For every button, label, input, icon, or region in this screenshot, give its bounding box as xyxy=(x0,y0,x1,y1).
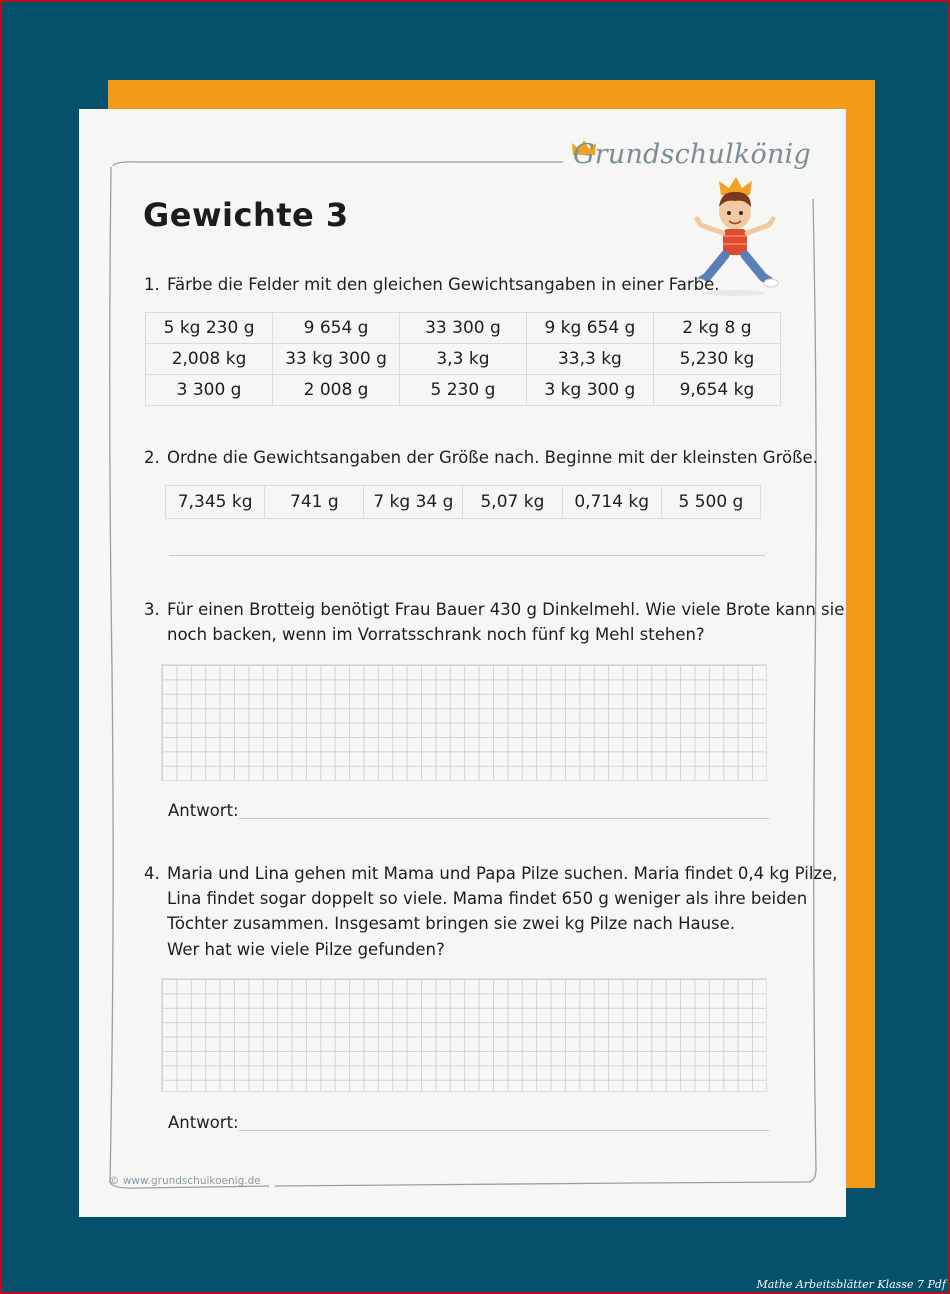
answer-label: Antwort: xyxy=(168,801,239,820)
task-text-line: Maria und Lina gehen mit Mama und Papa Pilze suchen. Maria findet 0,4 kg Pilze, xyxy=(167,864,838,883)
task-number: 2. xyxy=(144,448,160,467)
weight-cell[interactable]: 33 kg 300 g xyxy=(273,344,400,375)
weight-cell: 741 g xyxy=(265,486,364,519)
worksheet-page xyxy=(79,109,846,1217)
image-caption: Mathe Arbeitsblätter Klasse 7 Pdf xyxy=(756,1278,946,1291)
weight-cell[interactable]: 5,230 kg xyxy=(653,344,780,375)
weight-ordering-table xyxy=(165,485,761,519)
page-title: Gewichte 3 xyxy=(143,196,349,234)
answer-line[interactable] xyxy=(239,818,769,819)
weight-cell[interactable]: 9,654 kg xyxy=(653,375,780,406)
weight-cell: 5 500 g xyxy=(661,486,760,519)
table-row xyxy=(146,313,781,344)
weight-cell: 0,714 kg xyxy=(562,486,661,519)
footer-copyright: © www.grundschulkoenig.de xyxy=(109,1175,261,1187)
weight-cell[interactable]: 9 kg 654 g xyxy=(526,313,653,344)
weight-cell[interactable]: 9 654 g xyxy=(273,313,400,344)
weight-cell: 5,07 kg xyxy=(463,486,562,519)
weight-matching-table xyxy=(145,312,781,406)
weight-cell[interactable]: 3 kg 300 g xyxy=(526,375,653,406)
weight-cell[interactable]: 3,3 kg xyxy=(400,344,527,375)
weight-cell[interactable]: 5 230 g xyxy=(400,375,527,406)
answer-line[interactable] xyxy=(169,555,765,556)
table-row xyxy=(146,344,781,375)
weight-cell[interactable]: 33 300 g xyxy=(400,313,527,344)
weight-cell: 7 kg 34 g xyxy=(364,486,463,519)
weight-cell[interactable]: 2,008 kg xyxy=(146,344,273,375)
calculation-grid[interactable] xyxy=(161,664,767,781)
task-text-line: Wer hat wie viele Pilze gefunden? xyxy=(167,940,445,959)
task-instruction: Färbe die Felder mit den gleichen Gewichtsangaben in einer Farbe. xyxy=(167,275,720,294)
answer-line[interactable] xyxy=(239,1130,769,1131)
task-number: 3. xyxy=(144,600,160,619)
weight-cell[interactable]: 3 300 g xyxy=(146,375,273,406)
task-instruction: Ordne die Gewichtsangaben der Größe nach. Beginne mit der kleinsten Größe. xyxy=(167,448,818,467)
task-number: 4. xyxy=(144,864,160,883)
weight-cell[interactable]: 2 kg 8 g xyxy=(653,313,780,344)
brand-logo: Grundschulkönig xyxy=(573,139,811,170)
task-number: 1. xyxy=(144,275,160,294)
weight-cell: 7,345 kg xyxy=(166,486,265,519)
task-text-line: Für einen Brotteig benötigt Frau Bauer 430 g Dinkelmehl. Wie viele Brote kann sie xyxy=(167,600,845,619)
table-row xyxy=(166,486,761,519)
task-text-line: Lina findet sogar doppelt so viele. Mama findet 650 g weniger als ihre beiden xyxy=(167,889,808,908)
calculation-grid[interactable] xyxy=(161,978,767,1092)
weight-cell[interactable]: 5 kg 230 g xyxy=(146,313,273,344)
answer-label: Antwort: xyxy=(168,1113,239,1132)
task-text-line: Töchter zusammen. Insgesamt bringen sie zwei kg Pilze nach Hause. xyxy=(167,914,736,933)
weight-cell[interactable]: 33,3 kg xyxy=(526,344,653,375)
task-text-line: noch backen, wenn im Vorratsschrank noch fünf kg Mehl stehen? xyxy=(167,625,705,644)
weight-cell[interactable]: 2 008 g xyxy=(273,375,400,406)
table-row xyxy=(146,375,781,406)
